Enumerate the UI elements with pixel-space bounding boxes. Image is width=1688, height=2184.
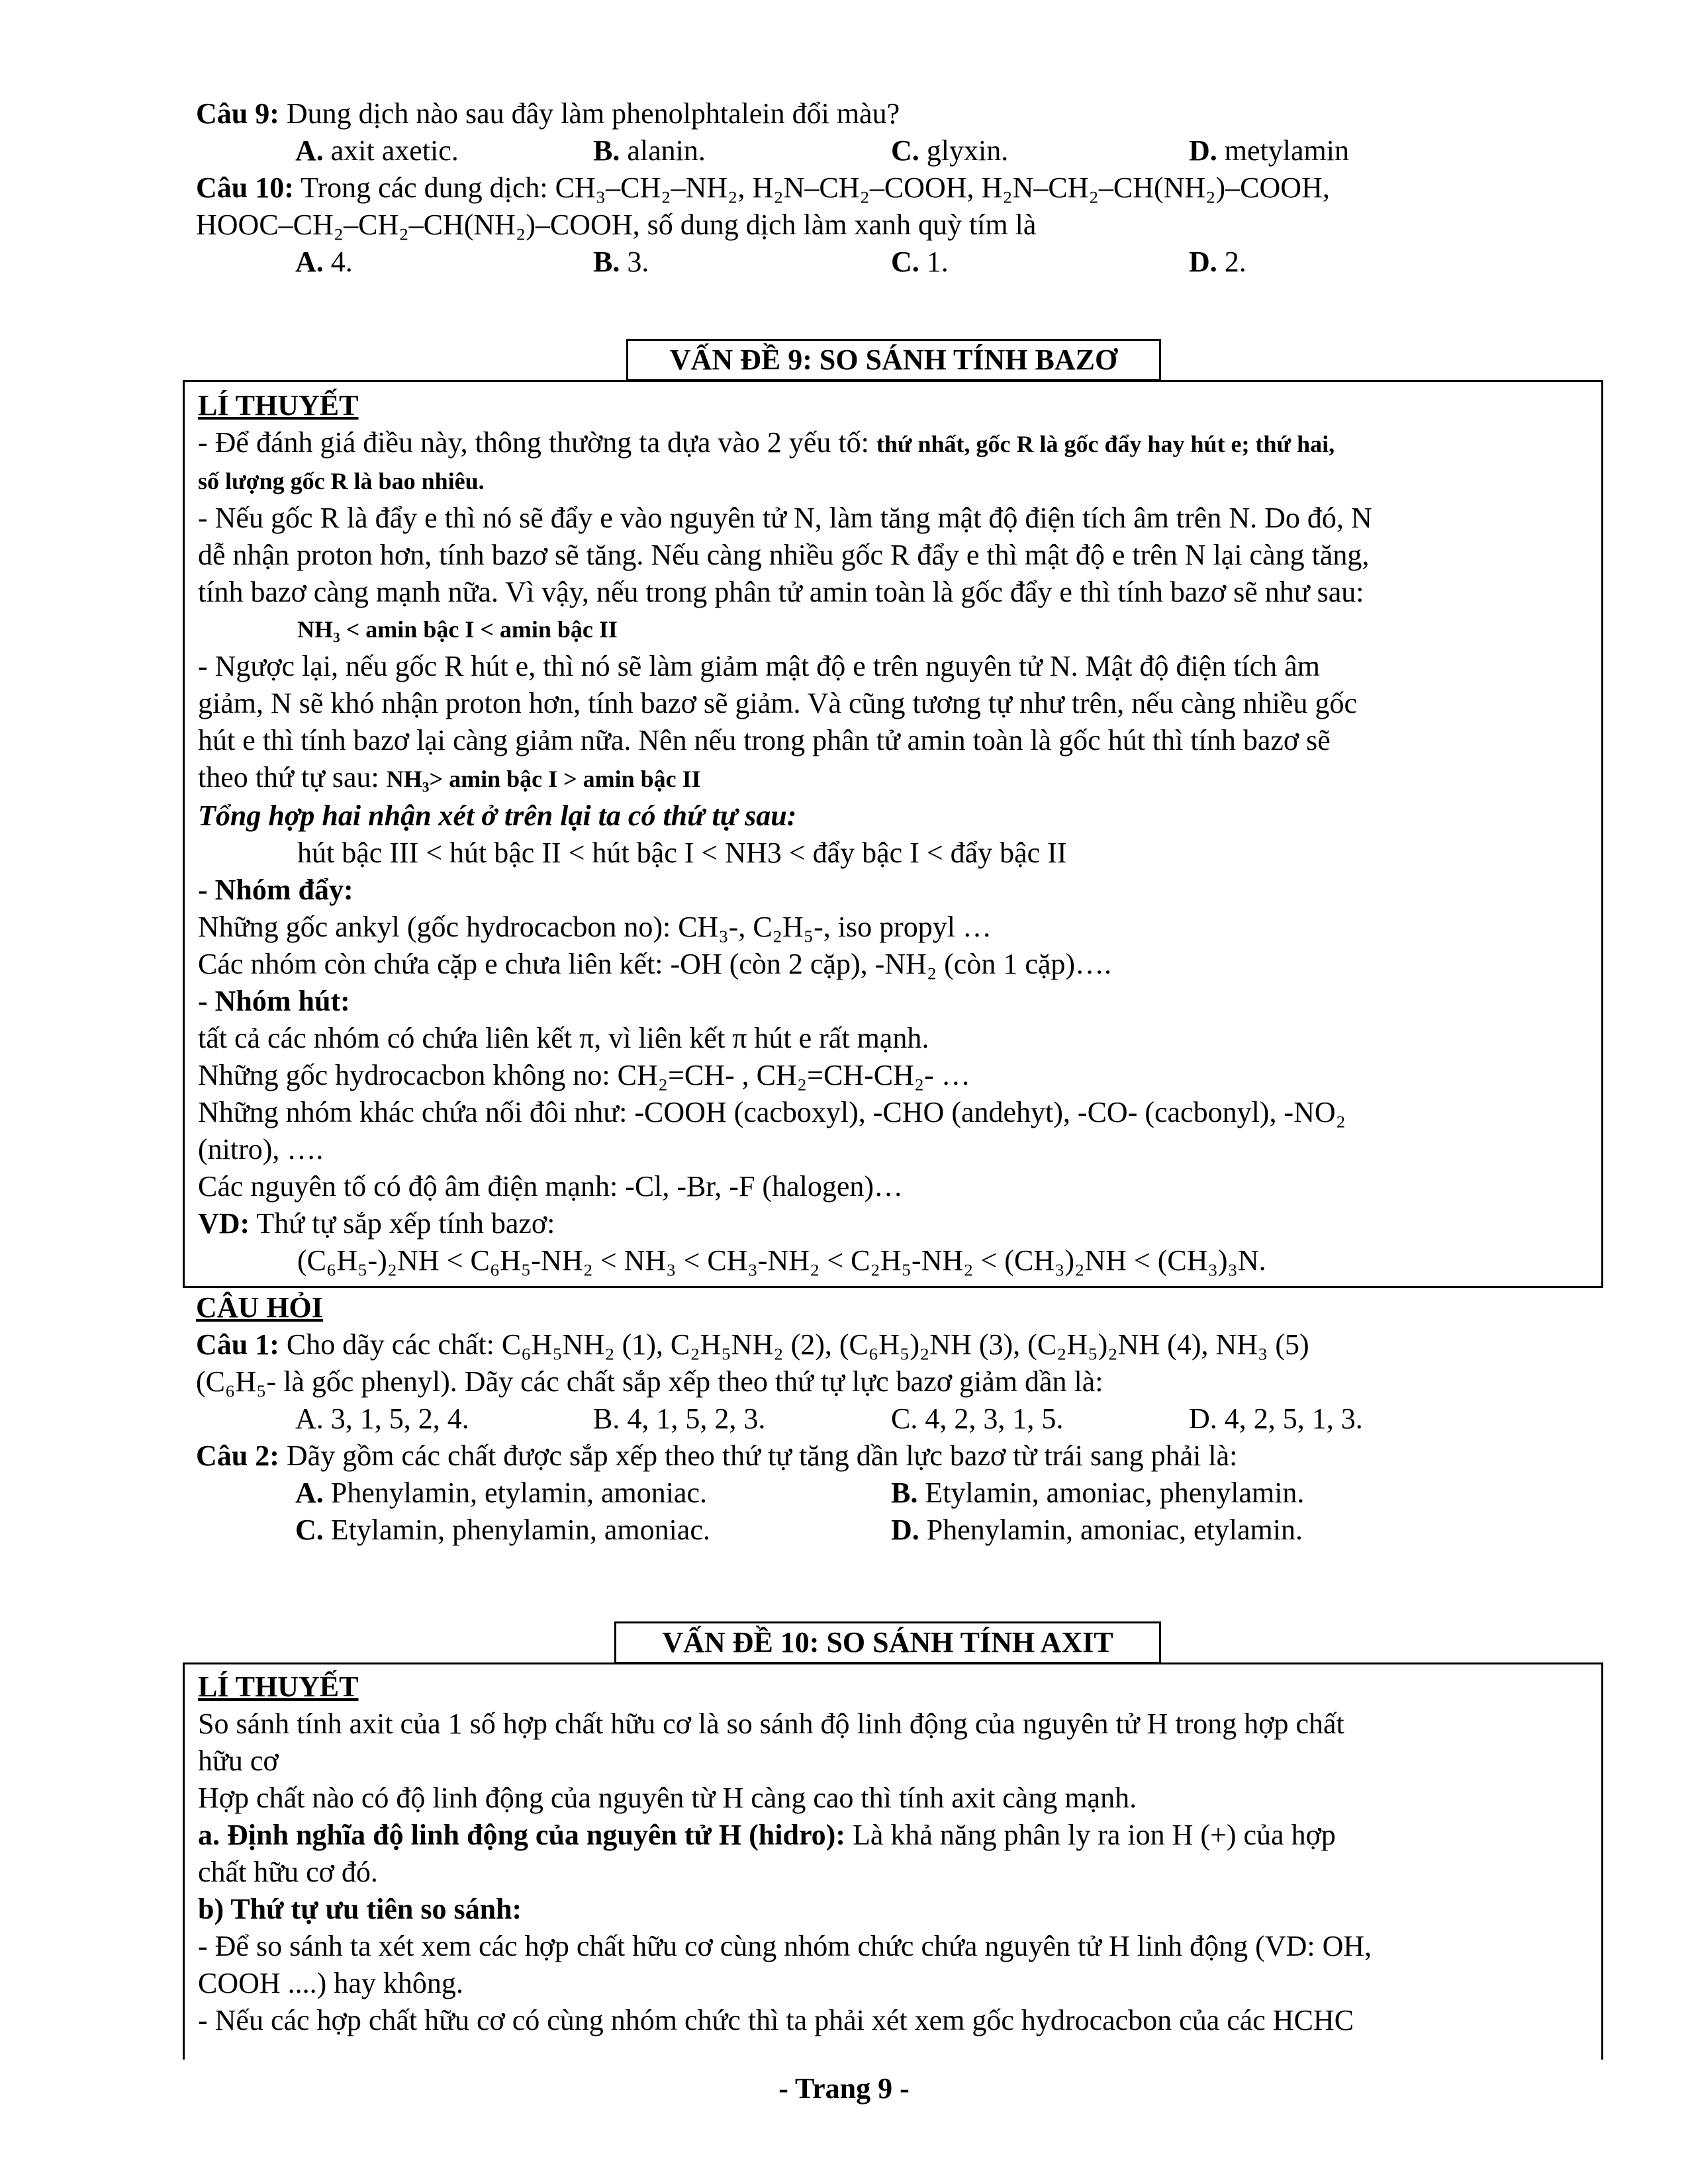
question-1: Câu 1: Cho dãy các chất: C₆H₅NH₂ (1), C₂H₅NH₂ (2), (C₆H₅)₂NH (3), (C₂H₅)₂NH (4), NH₃ (5) xyxy=(196,1328,1309,1361)
option-c: C. Etylamin, phenylamin, amoniac. xyxy=(295,1514,710,1546)
theory-p3-l1: - Ngược lại, nếu gốc R hút e, thì nó sẽ làm giảm mật độ e trên nguyên tử N. Mật độ điện tích âm xyxy=(198,650,1320,682)
pull-l3: Những nhóm khác chứa nối đôi như: -COOH (cacboxyl), -CHO (andehyt), -CO- (cacbonyl), -NO₂ xyxy=(198,1096,1346,1128)
theory-l2: hữu cơ xyxy=(198,1745,279,1777)
option-a: A. axit axetic. xyxy=(295,134,459,167)
theory-p2-l2: dễ nhận proton hơn, tính bazơ sẽ tăng. Nếu càng nhiều gốc R đẩy e thì mật độ e trên N lại càng tăng, xyxy=(198,539,1370,571)
theory-p1-cont: số lượng gốc R là bao nhiêu. xyxy=(198,468,485,494)
pull-heading: - Nhóm hút: xyxy=(198,985,350,1017)
option-b: B. Etylamin, amoniac, phenylamin. xyxy=(891,1477,1305,1509)
theory-p2-l1: - Nếu gốc R là đẩy e thì nó sẽ đẩy e vào nguyên tử N, làm tăng mật độ điện tích âm trên N. Do đó, N xyxy=(198,502,1372,534)
question-2: Câu 2: Dãy gồm các chất được sắp xếp theo thứ tự tăng dần lực bazơ từ trái sang phải là: xyxy=(196,1439,1238,1472)
pull-l4: (nitro), …. xyxy=(198,1133,324,1165)
section-10-theory xyxy=(198,1668,1588,2039)
option-a: A. 4. xyxy=(295,246,353,278)
priority-l3: - Nếu các hợp chất hữu cơ có cùng nhóm chức thì ta phải xét xem gốc hydrocacbon của các HCHC xyxy=(198,2004,1354,2036)
definition: a. Định nghĩa độ linh động của nguyên tử H (hidro): Là khả năng phân ly ra ion H (+) của hợp xyxy=(198,1819,1336,1851)
theory-p3-l4: theo thứ tự sau: NH₃> amin bậc I > amin bậc II xyxy=(198,761,701,794)
option-d: D. metylamin xyxy=(1189,134,1349,167)
question-2-options-row1 xyxy=(196,1475,1599,1512)
push-l1: Những gốc ankyl (gốc hydrocacbon no): CH₃-, C₂H₅-, iso propyl … xyxy=(198,911,992,943)
option-b: B. 3. xyxy=(593,246,649,278)
theory-p1: - Để đánh giá điều này, thông thường ta dựa vào 2 yếu tố: thứ nhất, gốc R là gốc đẩy hay hút e; thứ hai, xyxy=(198,426,1335,459)
order-summary: hút bậc III < hút bậc II < hút bậc I < NH3 < đẩy bậc I < đẩy bậc II xyxy=(297,837,1067,869)
theory-heading: LÍ THUYẾT xyxy=(198,1670,359,1703)
priority-heading: b) Thứ tự ưu tiên so sánh: xyxy=(198,1893,522,1925)
push-l2: Các nhóm còn chứa cặp e chưa liên kết: -OH (còn 2 cặp), -NH₂ (còn 1 cặp)…. xyxy=(198,948,1112,980)
option-c: C. 1. xyxy=(891,246,949,278)
page-footer: - Trang 9 - xyxy=(778,2072,910,2105)
questions-heading: CÂU HỎI xyxy=(196,1291,323,1324)
example: VD: Thứ tự sắp xếp tính bazơ: xyxy=(198,1207,555,1240)
pull-l1: tất cả các nhóm có chứa liên kết π, vì liên kết π hút e rất mạnh. xyxy=(198,1022,929,1054)
section-10-box xyxy=(183,1662,1603,2060)
theory-l1: So sánh tính axit của 1 số hợp chất hữu cơ là so sánh độ linh động của nguyên tử H trong hợp chất xyxy=(198,1707,1344,1740)
question-1-line2: (C₆H₅- là gốc phenyl). Dãy các chất sắp xếp theo thứ tự lực bazơ giảm dần là: xyxy=(196,1365,1103,1398)
option-c: C. 4, 2, 3, 1, 5. xyxy=(891,1402,1064,1435)
summary-heading: Tổng hợp hai nhận xét ở trên lại ta có thứ tự sau: xyxy=(198,799,797,832)
option-d: D. 4, 2, 5, 1, 3. xyxy=(1189,1402,1363,1435)
option-a: A. Phenylamin, etylamin, amoniac. xyxy=(295,1477,707,1509)
theory-p2-l3: tính bazơ càng mạnh nữa. Vì vậy, nếu trong phân tử amin toàn là gốc đẩy e thì tính bazơ sẽ như sau: xyxy=(198,576,1364,608)
question-10: Câu 10: Trong các dung dịch: CH₃–CH₂–NH₂, H₂N–CH₂–COOH, H₂N–CH₂–CH(NH₂)–COOH, xyxy=(196,171,1330,204)
question-9: Câu 9: Dung dịch nào sau đây làm phenolphtalein đổi màu? xyxy=(196,97,900,130)
option-a: A. 3, 1, 5, 2, 4. xyxy=(295,1402,469,1435)
priority-l2: COOH ....) hay không. xyxy=(198,1967,463,1999)
theory-p3-l3: hút e thì tính bazơ lại càng giảm nữa. Nên nếu trong phân tử amin toàn là gốc hút thì tính bazơ sẽ xyxy=(198,724,1331,756)
section-9-theory xyxy=(198,387,1588,1279)
theory-heading: LÍ THUYẾT xyxy=(198,389,359,422)
option-d: D. Phenylamin, amoniac, etylamin. xyxy=(891,1514,1303,1546)
question-10-options xyxy=(196,244,1599,281)
option-b: B. 4, 1, 5, 2, 3. xyxy=(593,1402,766,1435)
priority-l1: - Để so sánh ta xét xem các hợp chất hữu cơ cùng nhóm chức chứa nguyên tử H linh động (VD: OH, xyxy=(198,1930,1372,1962)
push-heading: - Nhóm đẩy: xyxy=(198,874,353,906)
question-2-options-row2 xyxy=(196,1512,1599,1549)
option-d: D. 2. xyxy=(1189,246,1246,278)
section-9-box xyxy=(183,380,1603,1288)
section-9-title: VẤN ĐỀ 9: SO SÁNH TÍNH BAZƠ xyxy=(626,339,1161,381)
question-9-options xyxy=(196,132,1599,169)
option-c: C. glyxin. xyxy=(891,134,1009,167)
section-10-title: VẤN ĐỀ 10: SO SÁNH TÍNH AXIT xyxy=(614,1621,1161,1664)
question-10-line2: HOOC–CH₂–CH₂–CH(NH₂)–COOH, số dung dịch làm xanh quỳ tím là xyxy=(196,208,1037,241)
theory-p3-l2: giảm, N sẽ khó nhận proton hơn, tính bazơ sẽ giảm. Và cũng tương tự như trên, nếu càng nhiều gốc xyxy=(198,687,1358,719)
section-9-questions xyxy=(196,1289,1599,1549)
question-1-options xyxy=(196,1400,1599,1437)
pull-l2: Những gốc hydrocacbon không no: CH₂=CH- , CH₂=CH-CH₂- … xyxy=(198,1059,970,1091)
option-b: B. alanin. xyxy=(593,134,706,167)
pull-l5: Các nguyên tố có độ âm điện mạnh: -Cl, -Br, -F (halogen)… xyxy=(198,1170,904,1203)
definition-cont: chất hữu cơ đó. xyxy=(198,1856,378,1888)
top-questions xyxy=(196,95,1599,281)
order-push: NH₃ < amin bậc I < amin bậc II xyxy=(297,616,618,643)
theory-l3: Hợp chất nào có độ linh động của nguyên từ H càng cao thì tính axit càng mạnh. xyxy=(198,1782,1137,1814)
example-order: (C₆H₅-)₂NH < C₆H₅-NH₂ < NH₃ < CH₃-NH₂ < C₂H₅-NH₂ < (CH₃)₂NH < (CH₃)₃N. xyxy=(297,1244,1266,1277)
